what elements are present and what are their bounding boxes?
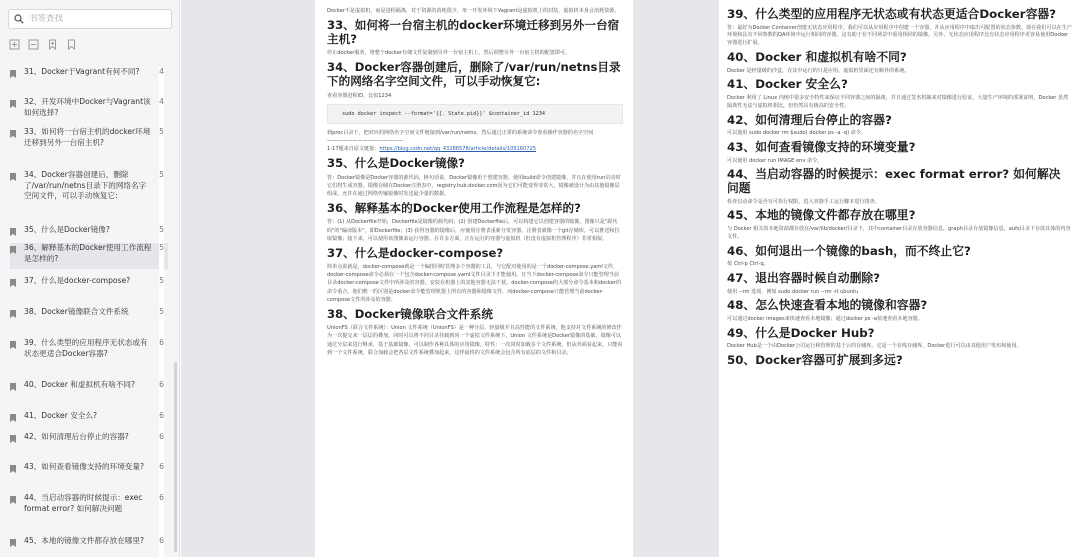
- bookmark-item-label: 32、开发环境中Docker与Vagrant该如何选择?: [24, 97, 151, 117]
- bookmark-item-41[interactable]: [10, 411, 168, 424]
- paragraph-q48: 可以通过docker images来快速查看本地镜像；通过docker ps -a快速查看本地容器。: [727, 315, 923, 322]
- paragraph-q37: 简单点说就是，docker-compose就是一个编排同时管理多个容器的工具，与它配对使用的是一个docker-compose.yaml文件，docker-compose命令必须在一个包含docker-compose.yaml文件目录下才能使用。且当下docker-compose命令只能管理当前目录docker-compose文件中所涉及的容器。安装在机器上的其他容器无法干扰。docker-compose的大部分命令基本和docker的命令重合，他们唯一的区别是docker命令能管理机器上所有的容器和镜像文件，而docker-compose只能管理当前docker-compose文件所涉及的容器。: [327, 264, 622, 303]
- paragraph-q38: UnionFS（联合文件系统）：Union 文件系统（UnionFS）是一种分层、轻量级并且高性能的文件系统，他支持对文件系统的修改作为一次提交来一层层的叠加，同时可以将不同目录挂载到同一个虚拟文件系统下。Union 文件系统是Docker镜像的基础，镜像可以通过分层来进行继承，基于基础镜像，可以制作各种具体的应用镜像。特性：一次同时加载多个文件系统，但从外面看起来，只能看到一个文件系统，联合加载会把各层文件系统叠加起来，这样最终的文件系统会包含所有底层的文件和目录。: [327, 325, 623, 356]
- bookmark-marker-icon: [10, 341, 16, 349]
- bookmark-marker-icon: [10, 246, 16, 254]
- collapse-all-button[interactable]: [27, 38, 40, 51]
- bookmark-item-page: 5: [159, 127, 164, 557]
- bookmark-item-label: 45、本地的镜像文件都存放在哪里?: [24, 536, 145, 545]
- bookmark-search-box[interactable]: [8, 9, 172, 29]
- bookmark-item-label: 36、解释基本的Docker使用工作流程是怎样的?: [24, 243, 152, 263]
- paragraph-q39: 答：最好为Docker Container创建无状态应用程序。我们可以从应用程序中创建一个容器，并从应用程序中取出可配置的状态参数。现在我们可以在生产环境和具有不同参数的QA环境中运行相同的容器。这有助于在不同场景中重用相同的镜像。另外，无状态应用程序比有状态应用程序更容易使用Docker容器进行扩展。: [727, 24, 1072, 47]
- paragraph-q36: 答：(1) 从Dockerfile开始，Dockerfile是镜像的源代码；(2) 创建Dockerfile后，可以构建它以创建容器的镜像。图像只是"源代码"的"编译版本"，即Dockerfile；(3) 获得容器的镜像后，应使用注册表重新分发容器。注册表就像一个git存储库，可以推送和拉取镜像；接下来，可以使用该图像来运行容器。在许多方面，正在运行的容器与虚拟机（但没有虚拟机管理程序）非常相似。: [327, 219, 620, 242]
- bookmark-item-33[interactable]: [10, 127, 168, 163]
- bookmark-marker-icon: [10, 70, 16, 78]
- bookmark-marker-icon: [10, 496, 16, 504]
- bookmark-item-label: 37、什么是docker-compose?: [24, 276, 131, 285]
- bookmark-marker-icon: [10, 310, 16, 318]
- paragraph-q35: 答：Docker镜像是Docker容器的源代码，换句话说，Docker镜像用于创建容器。使用build命令创建镜像，并且在使用run启动时它们将生成容器。镜像存储在Docker注册表中，registry.hub.docker.com因为它们可能变得非常大，镜像被设计为由其他镜像层组成，允许在通过网络传输镜像时发送最少量的数据。: [327, 174, 621, 197]
- heading-q50: 50、Docker容器可扩展到多远?: [727, 353, 903, 368]
- bookmark-item-page: 6: [159, 462, 164, 557]
- bookmark-item-42[interactable]: [10, 432, 168, 456]
- heading-q37: 37、什么是docker-compose?: [327, 245, 504, 260]
- collapse-all-icon: [28, 39, 39, 50]
- add-bookmark-button[interactable]: [46, 38, 59, 51]
- pdf-page-6: [719, 0, 1080, 557]
- search-icon: [14, 14, 24, 24]
- bookmark-button[interactable]: [65, 38, 78, 51]
- bookmark-item-label: 35、什么是Docker镜像?: [24, 225, 110, 234]
- bookmark-marker-icon: [10, 173, 16, 181]
- paragraph-q34-b: 到proc目录下，把对应的网络名字空间文件链接到/var/run/netns，然后通过正常的系统命令查看操作容器的名字空间: [327, 129, 594, 136]
- bookmark-item-page: 4: [159, 67, 164, 557]
- source-line: [327, 145, 623, 153]
- heading-q46: 46、如何退出一个镜像的bash，而不终止它?: [727, 243, 971, 258]
- bookmark-item-label: 41、Docker 安全么?: [24, 411, 98, 420]
- heading-q48: 48、怎么快速查看本地的镜像和容器?: [727, 298, 928, 313]
- bookmark-item-page: 5: [159, 225, 164, 557]
- paragraph-q42: 可以使用 sudo docker rm $sudo( docker ps -a -q) 命令。: [727, 130, 867, 137]
- bookmark-toolbar: [8, 38, 78, 51]
- bookmark-item-40[interactable]: [10, 380, 168, 404]
- document-viewer[interactable]: [181, 0, 1080, 557]
- sidebar-scrollbar[interactable]: [174, 362, 177, 552]
- bookmark-item-page: 5: [159, 170, 164, 557]
- add-bookmark-icon: [47, 39, 58, 50]
- bookmark-marker-icon: [10, 100, 16, 108]
- bookmark-item-page: 4: [159, 97, 164, 557]
- bookmark-marker-icon: [10, 228, 16, 236]
- paragraph-q46: 按 Ctrl-p Ctrl-q。: [727, 261, 769, 268]
- bookmark-item-page: 6: [159, 493, 164, 557]
- bookmark-item-37[interactable]: [10, 276, 168, 300]
- bookmark-marker-icon: [10, 130, 16, 138]
- bookmark-marker-icon: [10, 539, 16, 547]
- bookmark-item-31[interactable]: [10, 67, 168, 91]
- heading-q47: 47、退出容器时候自动删除?: [727, 270, 881, 285]
- bookmark-item-page: 6: [159, 338, 164, 557]
- bookmark-item-38[interactable]: [10, 307, 168, 331]
- paragraph-intro: Docker不是虚拟机，而是进程隔离，对于资源的消耗很少，单一开发环境下Vagrant是虚拟机上的封装，虚拟机本身会消耗资源。: [327, 8, 620, 14]
- bookmark-icon: [66, 39, 77, 50]
- heading-q33: 33、如何将一台宿主机的docker环境迁移到另外一台宿主机?: [327, 18, 620, 46]
- expand-all-icon: [9, 39, 20, 50]
- bookmark-marker-icon: [10, 279, 16, 287]
- paragraph-q47: 使用 --rm 选项，例如 sudo docker run --rm -it ubuntu: [727, 288, 859, 295]
- heading-q43: 43、如何查看镜像支持的环境变量?: [727, 139, 916, 154]
- heading-q38: 38、Docker镜像联合文件系统: [327, 306, 493, 321]
- bookmark-item-label: 39、什么类型的应用程序无状态或有状态更适合Docker容器?: [24, 338, 148, 358]
- expand-all-button[interactable]: [8, 38, 21, 51]
- source-link[interactable]: https://blog.csdn.net/qq_43286578/article/details/105160725: [379, 145, 537, 152]
- bookmark-marker-icon: [10, 465, 16, 473]
- bookmark-item-label: 38、Docker镜像联合文件系统: [24, 307, 129, 316]
- bookmark-item-page: 5: [159, 243, 164, 557]
- bookmark-sidebar: [0, 0, 180, 557]
- pdf-page-5: [315, 0, 633, 557]
- bookmark-item-36[interactable]: [10, 243, 168, 269]
- heading-q44: 44、当启动容器的时候提示：exec format error? 如何解决问题: [727, 167, 1061, 195]
- paragraph-q45: 与 Docker 相关的本地资源都存放在/var/lib/docker/目录下，其中container目录存放容器信息，graph目录存放镜像信息，aufs目录下存放具体的内容文件。: [727, 225, 1071, 240]
- bookmark-item-page: 6: [159, 536, 164, 557]
- bookmark-item-32[interactable]: [10, 97, 168, 121]
- heading-q49: 49、什么是Docker Hub?: [727, 325, 875, 340]
- bookmark-search-input[interactable]: [29, 14, 159, 24]
- bookmark-item-page: 6: [159, 432, 164, 557]
- bookmark-item-label: 31、Docker于Vagrant有何不同?: [24, 67, 140, 76]
- bookmark-item-page: 6: [159, 380, 164, 557]
- bookmark-item-44[interactable]: [10, 493, 168, 529]
- heading-q42: 42、如何清理后台停止的容器?: [727, 112, 892, 127]
- divider-text: ———————————————: [327, 137, 404, 144]
- code-block: sudo docker inspect --format='{{. State.pid}}' $container_id 1234: [327, 104, 623, 124]
- source-prefix: 1-17题来自原文链接：: [327, 145, 380, 152]
- paragraph-q40: Docker 是轻量级的沙盒，在其中运行的只是应用，虚拟机里面还有额外的系统。: [727, 67, 910, 74]
- heading-q40: 40、Docker 和虚拟机有啥不同?: [727, 49, 907, 64]
- heading-q41: 41、Docker 安全么?: [727, 77, 848, 92]
- paragraph-q41: Docker 利用了 Linux 内核中很多安全特性来保证不同容器之间的隔离，并且通过签名机制来对镜像进行验证。大量生产环境的部署证明，Docker 虽然隔离性无法与虚拟机相比，但仍然具有极高的安全性。: [727, 94, 1069, 109]
- bookmark-item-page: 6: [159, 411, 164, 557]
- bookmark-item-label: 43、如何查看镜像支持的环境变量?: [24, 462, 145, 471]
- bookmark-item-page: 5: [159, 307, 164, 557]
- heading-q36: 36、解释基本的Docker使用工作流程是怎样的?: [327, 200, 581, 215]
- heading-q39: 39、什么类型的应用程序无状态或有状态更适合Docker容器?: [727, 7, 1057, 21]
- bookmark-item-label: 42、如何清理后台停止的容器?: [24, 432, 129, 441]
- paragraph-q43: 可以使用 docker run IMAGE env 命令。: [727, 157, 823, 164]
- bookmark-marker-icon: [10, 435, 16, 443]
- paragraph-q34-a: 查看容器进程ID，比如1234: [327, 92, 392, 99]
- paragraph-q49: Docker Hub是一个由Docker公司运行和管理的基于云的存储库。它是一个在线存储库，Docker进行可以由其他用户发布和使用。: [727, 343, 1022, 350]
- heading-q34: 34、Docker容器创建后，删除了/var/run/netns目录下的网络名字空间文件，可以手动恢复它:: [327, 60, 621, 88]
- bookmark-item-page: 5: [159, 276, 164, 557]
- bookmark-item-34[interactable]: [10, 170, 168, 218]
- paragraph-q44: 检查启动命令是否有可执行权限，进入容器手工运行脚本进行排查。: [727, 198, 880, 205]
- bookmark-item-39[interactable]: [10, 338, 168, 374]
- paragraph-q33: 停止docker服务，将整个docker存储文件复制到另外一台宿主机上，然后调整另外一台宿主机的配置即可。: [327, 50, 571, 57]
- bookmark-item-43[interactable]: [10, 462, 168, 486]
- bookmark-item-label: 40、Docker 和虚拟机有啥不同?: [24, 380, 136, 389]
- heading-q35: 35、什么是Docker镜像?: [327, 155, 465, 170]
- bookmark-item-35[interactable]: [10, 225, 168, 238]
- heading-q45: 45、本地的镜像文件都存放在哪里?: [727, 208, 916, 223]
- bookmark-marker-icon: [10, 383, 16, 391]
- bookmark-marker-icon: [10, 414, 16, 422]
- bookmark-item-label: 44、当启动容器的时候提示：exec format error? 如何解决问题: [24, 493, 143, 513]
- bookmark-item-label: 34、Docker容器创建后，删除了/var/run/netns目录下的网络名字空间文件，可以手动恢复它:: [24, 170, 147, 201]
- bookmark-item-label: 33、如何将一台宿主机的docker环境迁移到另外一台宿主机?: [24, 127, 151, 147]
- bookmark-item-45[interactable]: [10, 536, 168, 557]
